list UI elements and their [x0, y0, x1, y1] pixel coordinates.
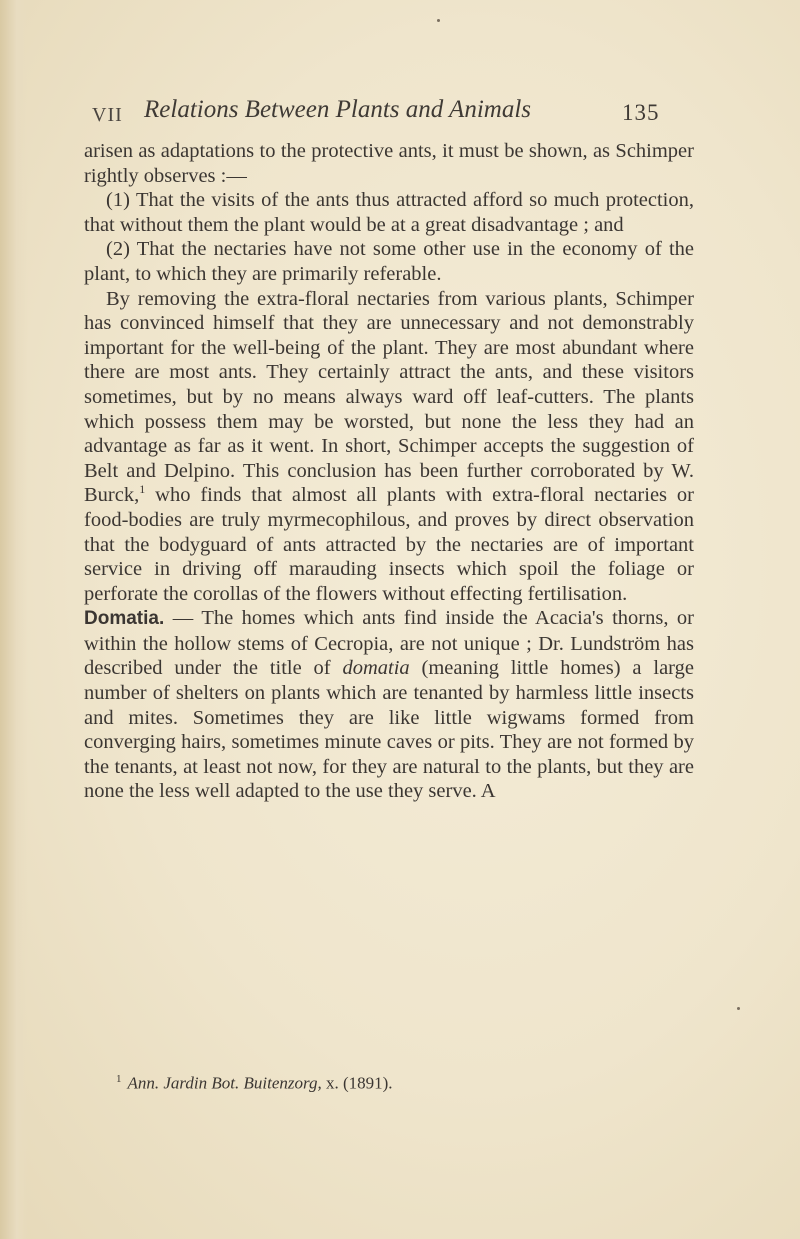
paragraph-2: (1) That the visits of the ants thus attracted afford so much protection, that without them the plant would be at a great disadvantage ; and — [84, 189, 694, 236]
paper-speck — [737, 1007, 740, 1010]
page-edge-shading — [0, 0, 28, 1239]
running-title: Relations Between Plants and Animals — [144, 96, 531, 123]
paragraph-5-text-b: (meaning little homes) a large number of shelters on plants which are tenanted by harmless little insects and mites. Sometimes they are like little wigwams formed from converging hairs, sometimes minute caves or pits. They are not formed by the tenants, at least not now, for they are natural to the plants, but they are none the less well adapted to the use they serve. A — [84, 657, 694, 803]
footnote-mark: 1 — [116, 1073, 122, 1085]
running-head — [92, 94, 692, 130]
footnote-reference: 1 — [139, 482, 146, 497]
paragraph-3: (2) That the nectaries have not some other use in the economy of the plant, to which they are primarily referable. — [84, 238, 694, 285]
section-heading-domatia: Domatia. — [84, 608, 165, 630]
paragraph-5-text-a: — The homes which ants find inside the Acacia's thorns, or within the hollow stems of Cecropia, are not unique ; Dr. Lundström has described under the title of — [84, 607, 694, 680]
footnote — [116, 1073, 393, 1094]
paper-speck — [437, 19, 440, 22]
paragraph-1: arisen as adaptations to the protective ants, it must be shown, as Schimper rightly observes :— — [84, 140, 694, 187]
footnote-detail: x. (1891). — [321, 1073, 393, 1093]
term-domatia: domatia — [342, 657, 410, 680]
paragraph-5 — [84, 606, 694, 804]
footnote-source: Ann. Jardin Bot. Buitenzorg, — [127, 1073, 322, 1093]
paragraph-4-text-b: who finds that almost all plants with extra-floral nectaries or food-bodies are truly myrmecophilous, and proves by direct observation that the bodyguard of ants attracted by the nectaries are of important service in driving off marauding insects which spoil the foliage or perforate the corollas of the flowers without effecting fertilisation. — [84, 484, 694, 605]
chapter-number: VII — [92, 104, 123, 126]
body-text — [84, 139, 694, 804]
paragraph-4 — [84, 287, 694, 607]
page-number: 135 — [622, 100, 660, 125]
paragraph-4-text-a: By removing the extra-floral nectaries from various plants, Schimper has convinced himself that they are unnecessary and not demonstrably important for the well-being of the plant. They are most abundant where there are most ants. They certainly attract the ants, and these visitors sometimes, but by no means always ward off leaf-cutters. The plants which possess them may be worsted, but none the less they had an advantage as far as it went. In short, Schimper accepts the suggestion of Belt and Delpino. This conclusion has been further corroborated by W. Burck, — [84, 287, 694, 507]
